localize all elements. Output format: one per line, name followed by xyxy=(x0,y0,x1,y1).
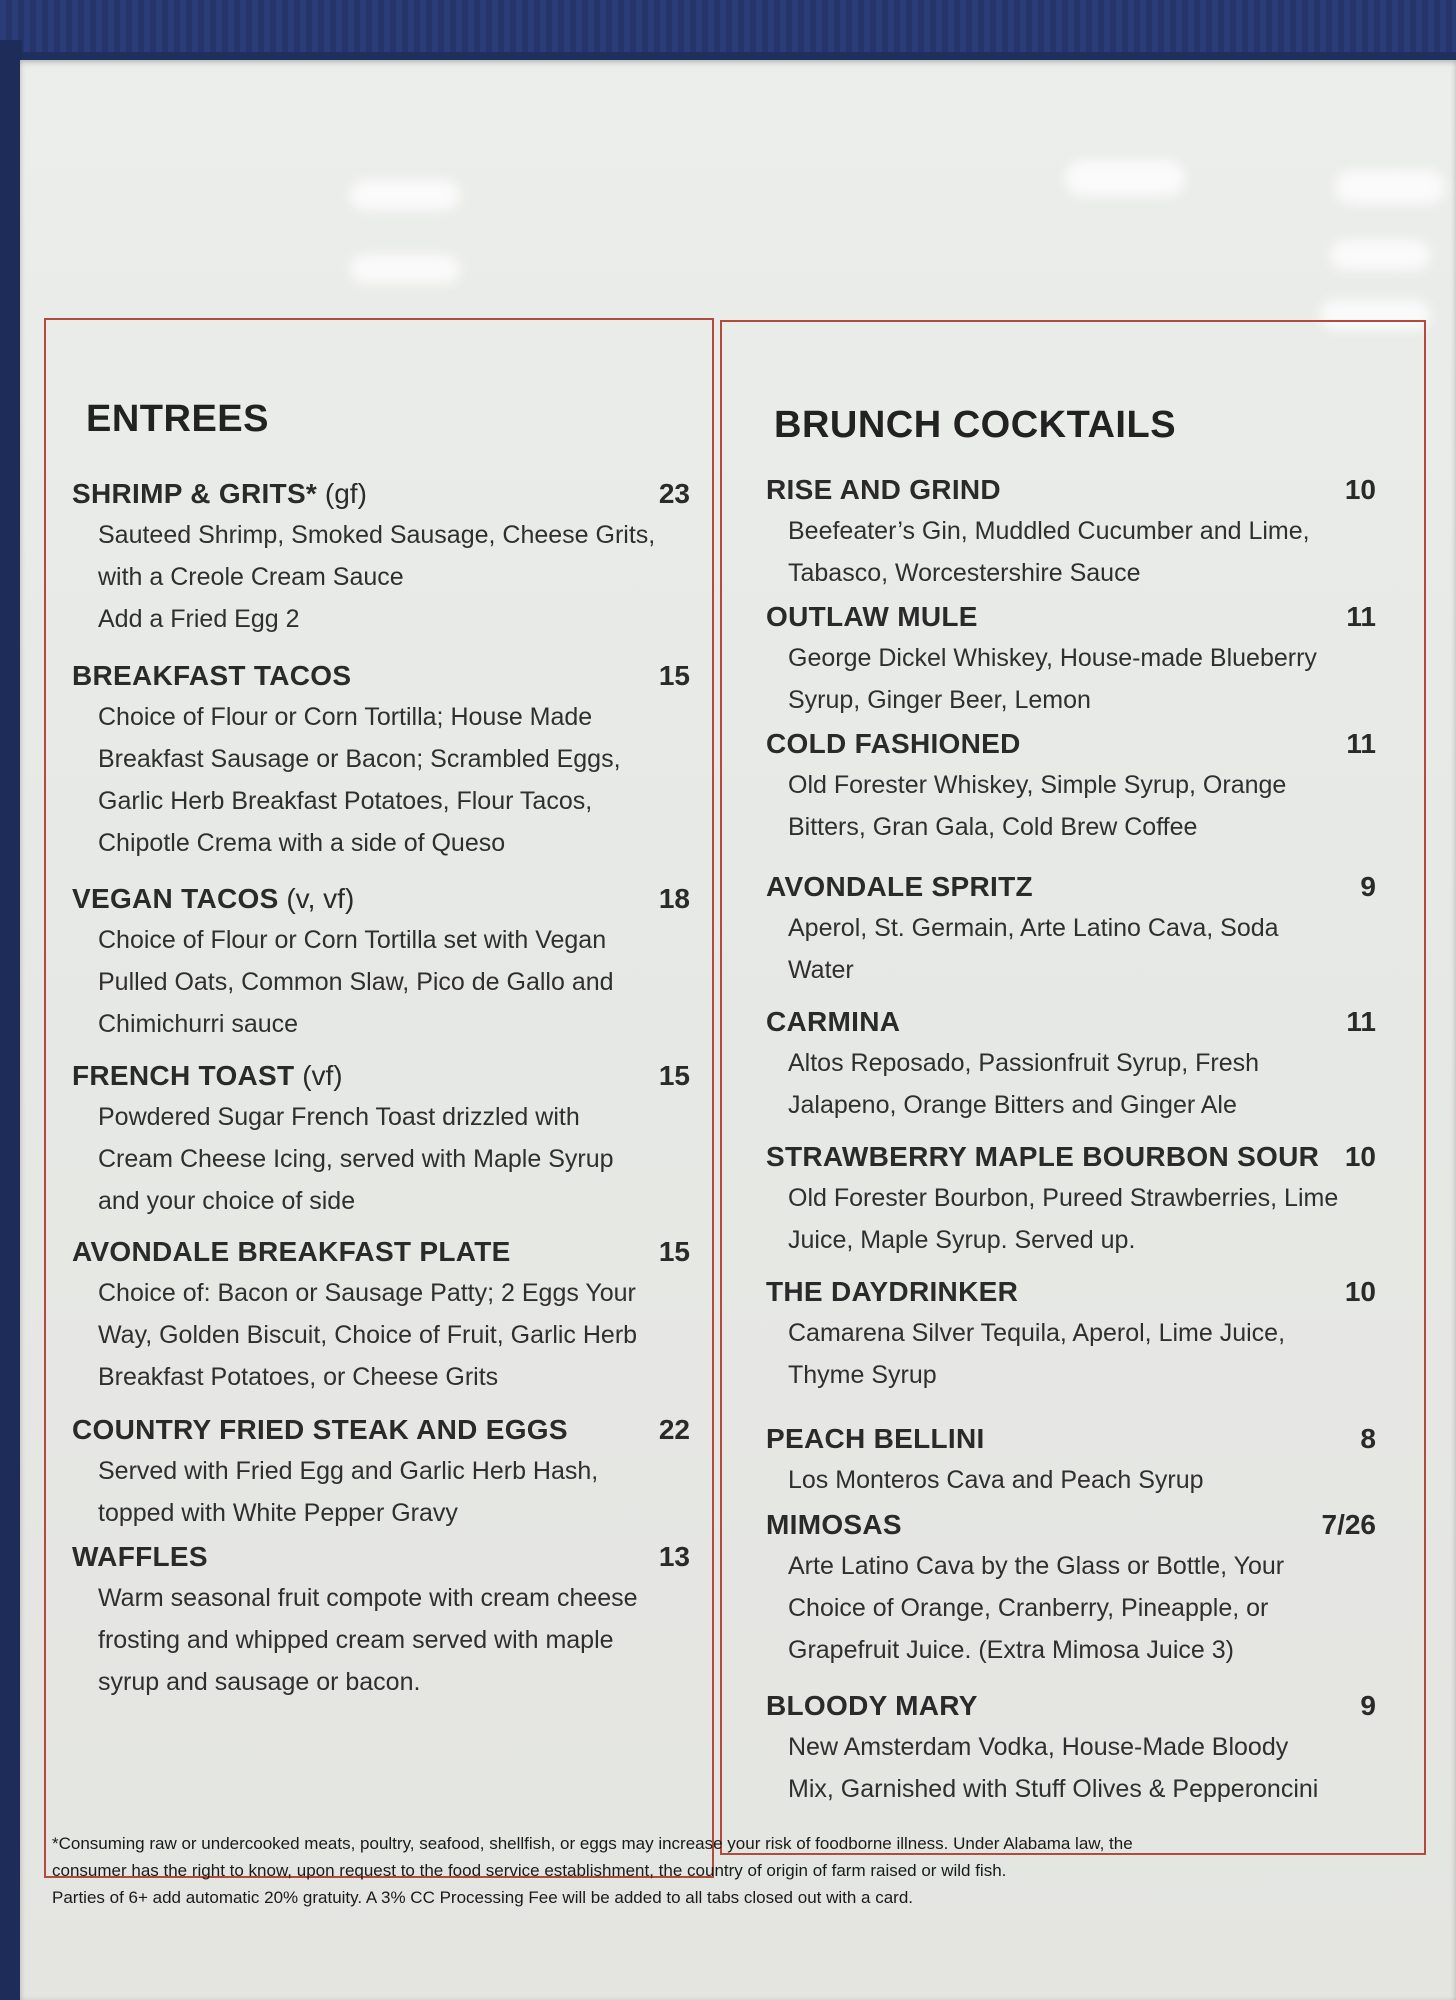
menu-item-description xyxy=(766,510,1376,594)
description-line: Camarena Silver Tequila, Aperol, Lime Juice, xyxy=(788,1319,1286,1347)
description-line: Choice of Flour or Corn Tortilla set with Vegan xyxy=(98,926,607,954)
menu-item-price: 15 xyxy=(658,660,690,691)
menu-item xyxy=(72,660,690,864)
menu-item-description xyxy=(766,1177,1376,1261)
menu-item-header xyxy=(766,474,1376,506)
description-line: Altos Reposado, Passionfruit Syrup, Fresh xyxy=(788,1049,1260,1077)
menu-item-description xyxy=(766,907,1376,991)
menu-item-description xyxy=(72,1096,690,1222)
menu-item-price: 9 xyxy=(1360,871,1376,902)
menu-item-header xyxy=(766,601,1376,633)
menu-item xyxy=(766,474,1376,594)
description-line: Juice, Maple Syrup. Served up. xyxy=(788,1226,1136,1254)
menu-item xyxy=(766,601,1376,721)
menu-item-name: PEACH BELLINI xyxy=(766,1423,985,1454)
menu-folder-top xyxy=(0,0,1456,52)
footer-line: *Consuming raw or undercooked meats, poultry, seafood, shellfish, or eggs may increase your risk of foodborne illness. Under Alabama law, the xyxy=(52,1834,1133,1853)
menu-item-description xyxy=(766,637,1376,721)
menu-item-header xyxy=(72,660,690,692)
menu-item-name: THE DAYDRINKER xyxy=(766,1276,1019,1307)
menu-item-description xyxy=(766,1459,1376,1501)
menu-item-description xyxy=(72,696,690,864)
footer-disclaimer xyxy=(52,1830,1372,1911)
menu-item-header xyxy=(72,1236,690,1268)
menu-item-description xyxy=(72,1577,690,1703)
description-line: Powdered Sugar French Toast drizzled with xyxy=(98,1103,580,1131)
menu-item-header xyxy=(766,1141,1376,1173)
menu-item-price: 11 xyxy=(1346,601,1376,632)
menu-item-price: 13 xyxy=(658,1541,690,1572)
menu-item xyxy=(766,1690,1376,1810)
menu-item-price: 10 xyxy=(1344,1276,1376,1307)
menu-item-header xyxy=(766,728,1376,760)
menu-item-header xyxy=(766,871,1376,903)
menu-item-diet-note: (gf) xyxy=(324,478,367,509)
menu-item-header xyxy=(766,1423,1376,1455)
menu-item-description xyxy=(72,1272,690,1398)
description-line: Beefeater’s Gin, Muddled Cucumber and Lime, xyxy=(788,517,1310,545)
menu-item xyxy=(766,1141,1376,1261)
description-line: Warm seasonal fruit compote with cream cheese xyxy=(98,1584,638,1612)
glare-spot xyxy=(350,180,460,210)
description-line: Breakfast Potatoes, or Cheese Grits xyxy=(98,1363,499,1391)
description-line: Los Monteros Cava and Peach Syrup xyxy=(788,1466,1204,1494)
description-line: Chipotle Crema with a side of Queso xyxy=(98,829,506,857)
glare-spot xyxy=(1335,170,1445,204)
menu-item-name: COUNTRY FRIED STEAK AND EGGS xyxy=(72,1414,568,1445)
menu-item-header xyxy=(72,1414,690,1446)
menu-item-name: BLOODY MARY xyxy=(766,1690,978,1721)
menu-item xyxy=(766,1006,1376,1126)
description-line: Jalapeno, Orange Bitters and Ginger Ale xyxy=(788,1091,1237,1119)
description-line: George Dickel Whiskey, House-made Blueberry xyxy=(788,644,1317,672)
description-line: Way, Golden Biscuit, Choice of Fruit, Garlic Herb xyxy=(98,1321,638,1349)
description-line: Cream Cheese Icing, served with Maple Syrup xyxy=(98,1145,614,1173)
description-line: Old Forester Bourbon, Pureed Strawberries, Lime xyxy=(788,1184,1339,1212)
menu-folder-edge xyxy=(0,40,22,2000)
menu-item-name: MIMOSAS xyxy=(766,1509,902,1540)
menu-item-name: RISE AND GRIND xyxy=(766,474,1001,505)
menu-item-name: WAFFLES xyxy=(72,1541,208,1572)
description-line: Syrup, Ginger Beer, Lemon xyxy=(788,686,1091,714)
entrees-heading: ENTREES xyxy=(86,398,269,440)
menu-item xyxy=(766,871,1376,991)
menu-item xyxy=(72,1236,690,1398)
menu-item-description xyxy=(766,1312,1376,1396)
description-line: topped with White Pepper Gravy xyxy=(98,1499,458,1527)
menu-item-description xyxy=(72,514,690,640)
menu-item-price: 15 xyxy=(658,1236,690,1267)
menu-item-name: CARMINA xyxy=(766,1006,901,1037)
menu-item-price: 18 xyxy=(658,883,690,914)
menu-item-header xyxy=(72,1060,690,1092)
menu-item-price: 10 xyxy=(1344,1141,1376,1172)
menu-item-description xyxy=(766,1545,1376,1671)
menu-item-price: 11 xyxy=(1346,728,1376,759)
menu-item-price: 22 xyxy=(658,1414,690,1445)
description-line: syrup and sausage or bacon. xyxy=(98,1668,421,1696)
menu-item-price: 23 xyxy=(658,478,690,509)
menu-item-header xyxy=(72,1541,690,1573)
menu-item xyxy=(766,1276,1376,1396)
menu-item-name: AVONDALE BREAKFAST PLATE xyxy=(72,1236,511,1267)
description-line: Choice of: Bacon or Sausage Patty; 2 Eggs Your xyxy=(98,1279,636,1307)
menu-item-price: 10 xyxy=(1344,474,1376,505)
description-line: Garlic Herb Breakfast Potatoes, Flour Tacos, xyxy=(98,787,593,815)
menu-item-description xyxy=(766,1726,1376,1810)
menu-item xyxy=(72,478,690,640)
description-line: and your choice of side xyxy=(98,1187,356,1215)
menu-item xyxy=(72,1060,690,1222)
description-line: Add a Fried Egg 2 xyxy=(98,605,300,633)
description-line: Breakfast Sausage or Bacon; Scrambled Eggs, xyxy=(98,745,621,773)
menu-item xyxy=(72,1414,690,1534)
menu-item-name: AVONDALE SPRITZ xyxy=(766,871,1033,902)
menu-item-price: 15 xyxy=(658,1060,690,1091)
menu-item-price: 7/26 xyxy=(1321,1509,1376,1540)
menu-item-name: OUTLAW MULE xyxy=(766,601,978,632)
description-line: Grapefruit Juice. (Extra Mimosa Juice 3) xyxy=(788,1636,1234,1664)
menu-item-name: BREAKFAST TACOS xyxy=(72,660,352,691)
menu-item-description xyxy=(766,764,1376,848)
menu-item-header xyxy=(766,1509,1376,1541)
description-line: Choice of Flour or Corn Tortilla; House Made xyxy=(98,703,593,731)
menu-item-header xyxy=(72,478,690,510)
menu-item-header xyxy=(766,1276,1376,1308)
menu-item-name: SHRIMP & GRITS* xyxy=(72,478,318,509)
menu-item-price: 8 xyxy=(1360,1423,1376,1454)
menu-item-price: 9 xyxy=(1360,1690,1376,1721)
menu-item-description xyxy=(72,1450,690,1534)
menu-item xyxy=(766,1423,1376,1501)
description-line: with a Creole Cream Sauce xyxy=(98,563,404,591)
menu-item-description xyxy=(72,919,690,1045)
menu-item-name: COLD FASHIONED xyxy=(766,728,1021,759)
description-line: Bitters, Gran Gala, Cold Brew Coffee xyxy=(788,813,1198,841)
cocktails-heading: BRUNCH COCKTAILS xyxy=(774,404,1177,446)
glare-spot xyxy=(350,255,460,283)
description-line: Aperol, St. Germain, Arte Latino Cava, Soda xyxy=(788,914,1279,942)
menu-item-description xyxy=(766,1042,1376,1126)
glare-spot xyxy=(1330,240,1430,270)
menu-item-name: FRENCH TOAST xyxy=(72,1060,295,1091)
description-line: New Amsterdam Vodka, House-Made Bloody xyxy=(788,1733,1289,1761)
menu-item xyxy=(766,728,1376,848)
description-line: Thyme Syrup xyxy=(788,1361,937,1389)
description-line: Tabasco, Worcestershire Sauce xyxy=(788,559,1141,587)
glare-spot xyxy=(1065,160,1185,196)
menu-item-diet-note: (v, vf) xyxy=(286,883,355,914)
description-line: Arte Latino Cava by the Glass or Bottle, Your xyxy=(788,1552,1285,1580)
menu-item-diet-note: (vf) xyxy=(302,1060,343,1091)
description-line: Choice of Orange, Cranberry, Pineapple, or xyxy=(788,1594,1269,1622)
footer-line: Parties of 6+ add automatic 20% gratuity. A 3% CC Processing Fee will be added to all tabs closed out with a card. xyxy=(52,1888,914,1907)
description-line: Chimichurri sauce xyxy=(98,1010,299,1038)
menu-item-header xyxy=(72,883,690,915)
menu-item-header xyxy=(766,1006,1376,1038)
menu-item-name: STRAWBERRY MAPLE BOURBON SOUR xyxy=(766,1141,1320,1172)
description-line: frosting and whipped cream served with maple xyxy=(98,1626,614,1654)
menu-item xyxy=(766,1509,1376,1671)
description-line: Old Forester Whiskey, Simple Syrup, Orange xyxy=(788,771,1287,799)
description-line: Mix, Garnished with Stuff Olives & Pepperoncini xyxy=(788,1775,1319,1803)
description-line: Pulled Oats, Common Slaw, Pico de Gallo and xyxy=(98,968,614,996)
description-line: Water xyxy=(788,956,854,984)
menu-item-price: 11 xyxy=(1346,1006,1376,1037)
menu-item-header xyxy=(766,1690,1376,1722)
description-line: Served with Fried Egg and Garlic Herb Hash, xyxy=(98,1457,599,1485)
description-line: Sauteed Shrimp, Smoked Sausage, Cheese Grits, xyxy=(98,521,656,549)
footer-line: consumer has the right to know, upon request to the food service establishment, the country of origin of farm raised or wild fish. xyxy=(52,1861,1007,1880)
menu-item xyxy=(72,1541,690,1703)
menu-item-name: VEGAN TACOS xyxy=(72,883,279,914)
menu-item xyxy=(72,883,690,1045)
